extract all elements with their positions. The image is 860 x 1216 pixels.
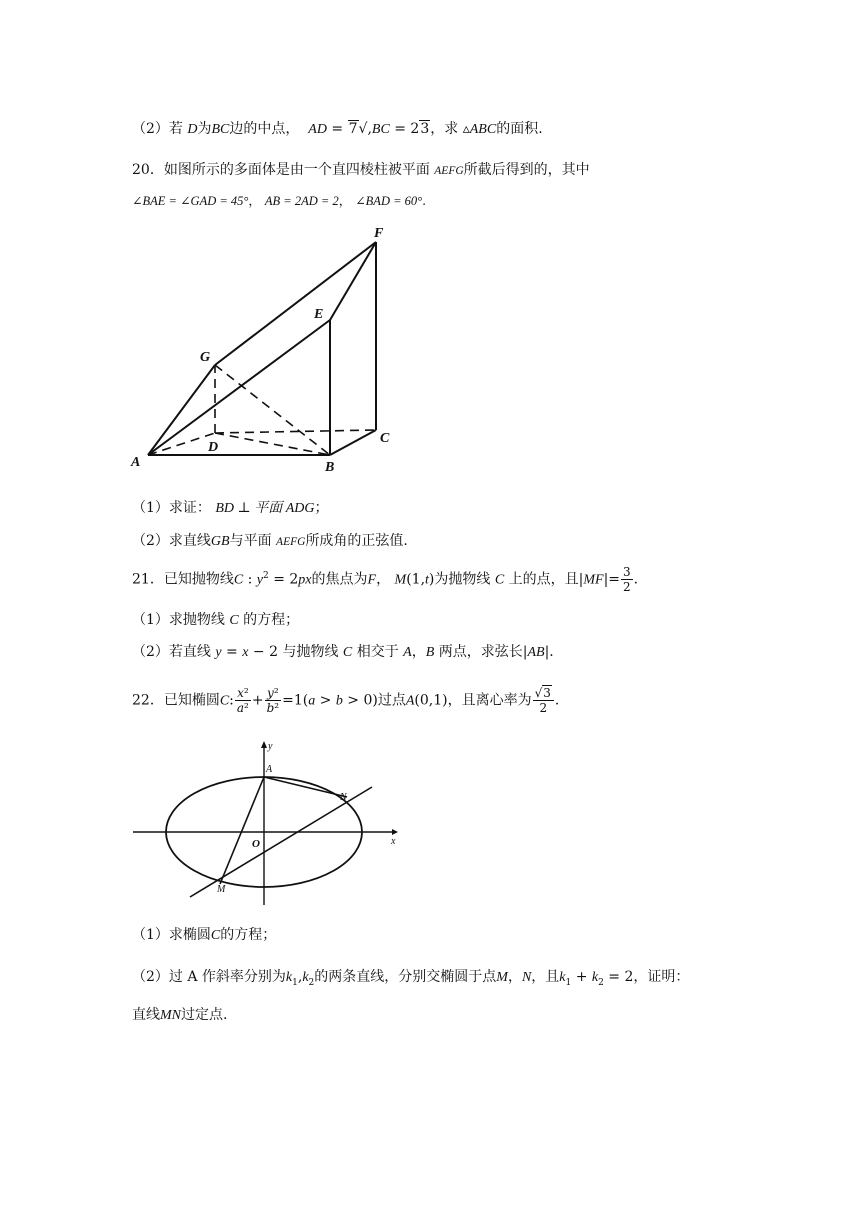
label-N: N — [340, 792, 347, 803]
q22-part2: （2）过 A 作斜率分别为$k_1,k_2$的两条直线，分别交椭圆于点M，N，且$k_1 + k_2 = 2$，证明： — [132, 969, 690, 988]
label-F: F — [374, 226, 384, 241]
q20-part1: （1）求证： BD ⊥ 平面 ADG； — [132, 500, 329, 516]
label-E: E — [314, 307, 324, 322]
q21-part1: （1）求抛物线 C 的方程； — [132, 612, 300, 628]
label-O: O — [252, 838, 260, 850]
q22-stem: 22．已知椭圆C: $\frac{\text{x²}}{\text{a²}}$ + $\frac{\text{y²}}{\text{b²}}$ =1(a > b > 0)过点A(0,1)，且离心率为 $\frac{√3}{2}$ . — [132, 686, 560, 715]
label-M: M — [217, 884, 226, 895]
q20-part2: （2）求直线GB与平面 AEFG所成角的正弦值. — [132, 533, 408, 549]
q21-stem: 21．已知抛物线C : $y^2 = 2px$的焦点为F， M(1,t)为抛物线 C 上的点，且|MF|= $\frac{3}{2}$ . — [132, 565, 639, 594]
q19-part2: （2）若 D为BC边的中点， AD = 7√,BC = 23，求 ▵ABC的面积. — [132, 121, 543, 137]
label-A: A — [131, 455, 141, 470]
q20-stem: 20．如图所示的多面体是由一个直四棱柱被平面 AEFG所截后得到的，其中 — [132, 162, 590, 178]
q20-conditions: ∠BAE = ∠GAD = 45°， AB = 2AD = 2， ∠BAD = 60°. — [132, 193, 427, 208]
label-y: y — [268, 741, 273, 752]
q22-part2-line2: 直线MN过定点. — [132, 1007, 228, 1023]
label-C: C — [380, 431, 390, 446]
label-G: G — [200, 350, 211, 365]
label-A-ellipse: A — [266, 764, 273, 775]
label-B: B — [325, 460, 335, 475]
q22-part1: （1）求椭圆C的方程； — [132, 927, 277, 943]
label-D: D — [208, 440, 219, 455]
label-x: x — [391, 836, 396, 847]
q21-part2: （2）若直线 y = x − 2 与抛物线 C 相交于 A，B 两点，求弦长|AB|. — [132, 644, 554, 660]
